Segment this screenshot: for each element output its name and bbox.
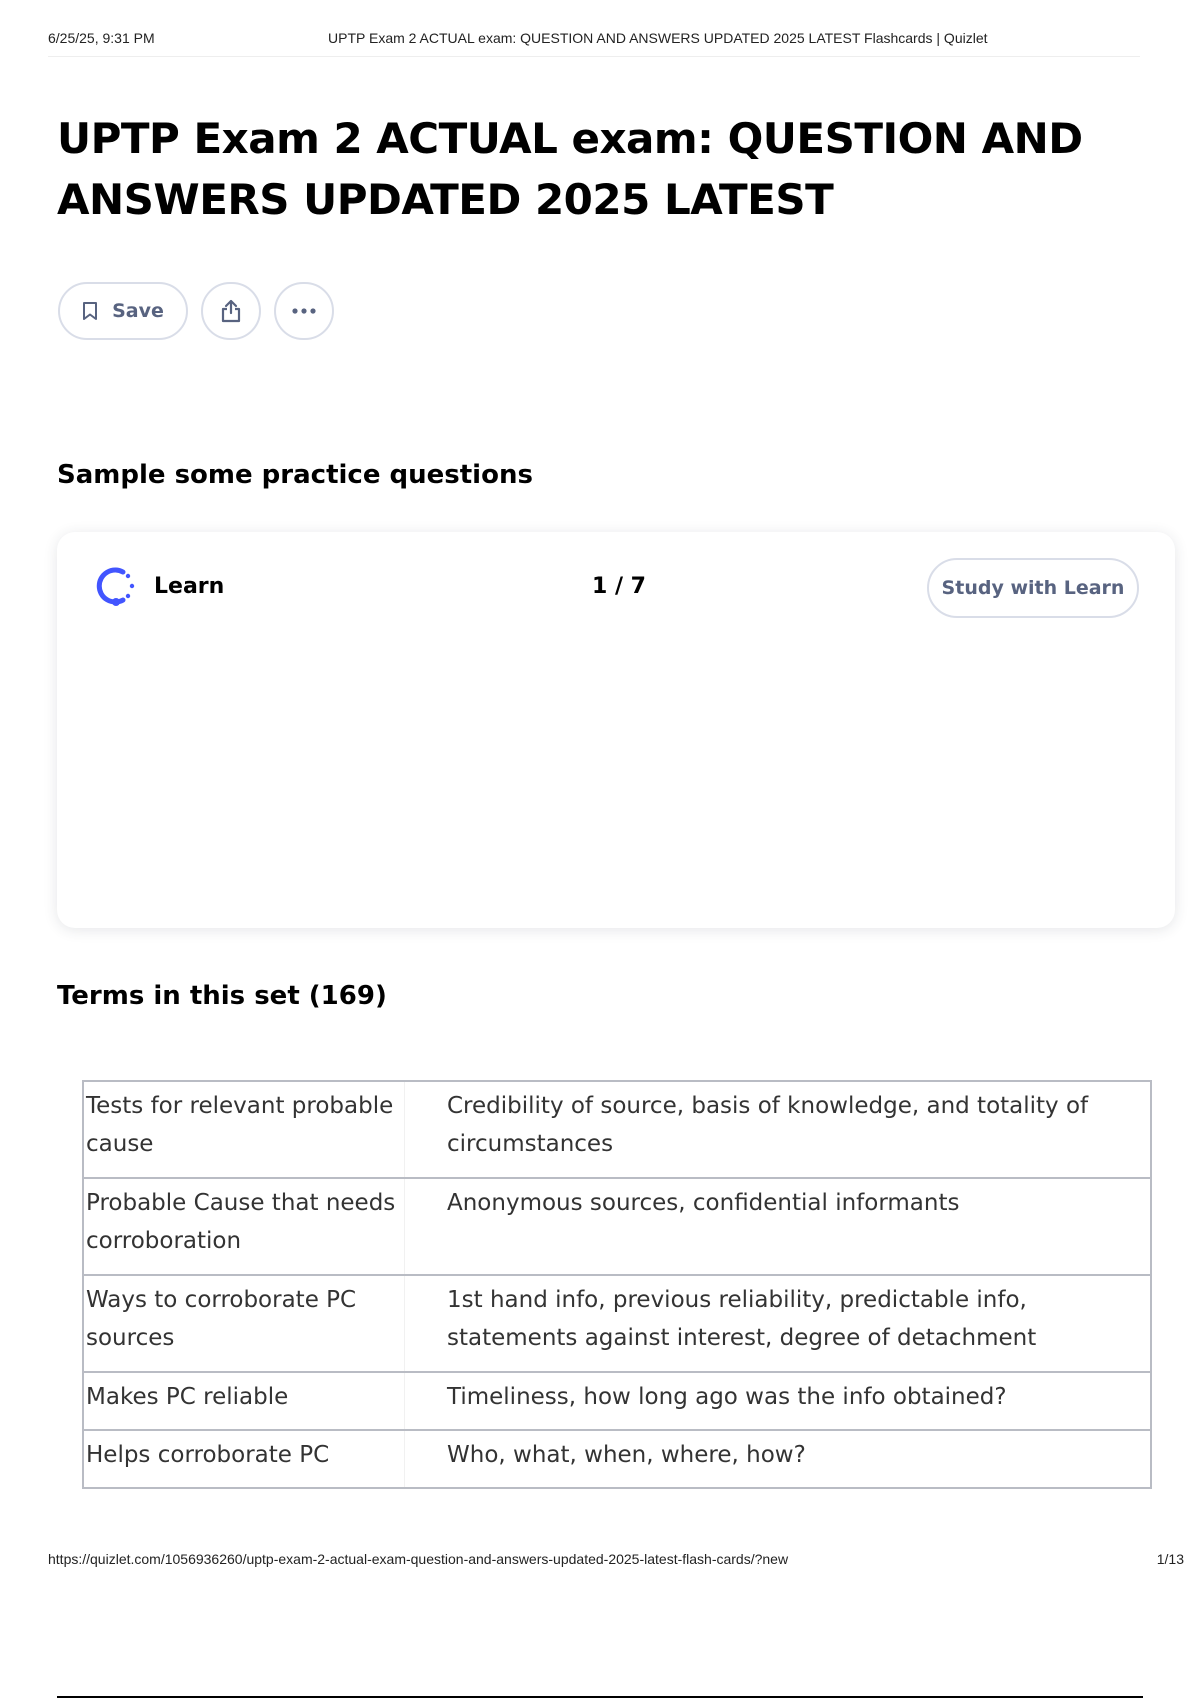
term-cell: Helps corroborate PC: [83, 1430, 405, 1488]
table-row: [83, 1372, 1151, 1430]
learn-icon: [95, 565, 137, 607]
learn-mode-label: Learn: [154, 574, 225, 599]
practice-section-heading: Sample some practice questions: [57, 460, 533, 490]
share-icon: [219, 298, 243, 324]
terms-table: [82, 1080, 1152, 1489]
more-options-button[interactable]: [274, 282, 334, 340]
header-divider: [48, 56, 1140, 57]
table-row: [83, 1275, 1151, 1372]
term-cell: Makes PC reliable: [83, 1372, 405, 1430]
more-horizontal-icon: [291, 307, 317, 315]
question-progress: 1 / 7: [592, 574, 646, 599]
terms-section-heading: Terms in this set (169): [57, 981, 387, 1011]
save-button-label: Save: [112, 300, 164, 322]
table-row: [83, 1178, 1151, 1275]
page-url: https://quizlet.com/1056936260/uptp-exam-2-actual-exam-question-and-answers-updated-2025-latest-flash-cards/?new: [48, 1551, 789, 1567]
definition-cell: Credibility of source, basis of knowledge, and totality of circumstances: [447, 1093, 1089, 1157]
term-cell: Probable Cause that needs corroboration: [83, 1178, 405, 1275]
table-row: [83, 1081, 1151, 1178]
bottom-divider: [57, 1696, 1143, 1698]
learn-practice-card: [57, 532, 1175, 928]
print-document-title: UPTP Exam 2 ACTUAL exam: QUESTION AND ANSWERS UPDATED 2025 LATEST Flashcards | Quizlet: [328, 30, 988, 46]
bookmark-icon: [82, 301, 98, 321]
study-with-learn-button[interactable]: Study with Learn: [927, 558, 1139, 618]
definition-cell: Who, what, when, where, how?: [447, 1442, 806, 1468]
term-cell: Tests for relevant probable cause: [83, 1081, 405, 1178]
definition-cell: 1st hand info, previous reliability, predictable info, statements against interest, degree of detachment: [447, 1287, 1037, 1351]
definition-cell: Anonymous sources, confidential informants: [447, 1190, 960, 1216]
share-button[interactable]: [201, 282, 261, 340]
page-title: UPTP Exam 2 ACTUAL exam: QUESTION AND ANSWERS UPDATED 2025 LATEST: [57, 114, 1083, 224]
print-date: 6/25/25, 9:31 PM: [48, 30, 155, 46]
term-cell: Ways to corroborate PC sources: [83, 1275, 405, 1372]
save-button[interactable]: [58, 282, 188, 340]
page-number: 1/13: [1156, 1551, 1184, 1567]
table-row: [83, 1430, 1151, 1488]
print-header: [48, 30, 1136, 50]
definition-cell: Timeliness, how long ago was the info obtained?: [447, 1384, 1007, 1410]
